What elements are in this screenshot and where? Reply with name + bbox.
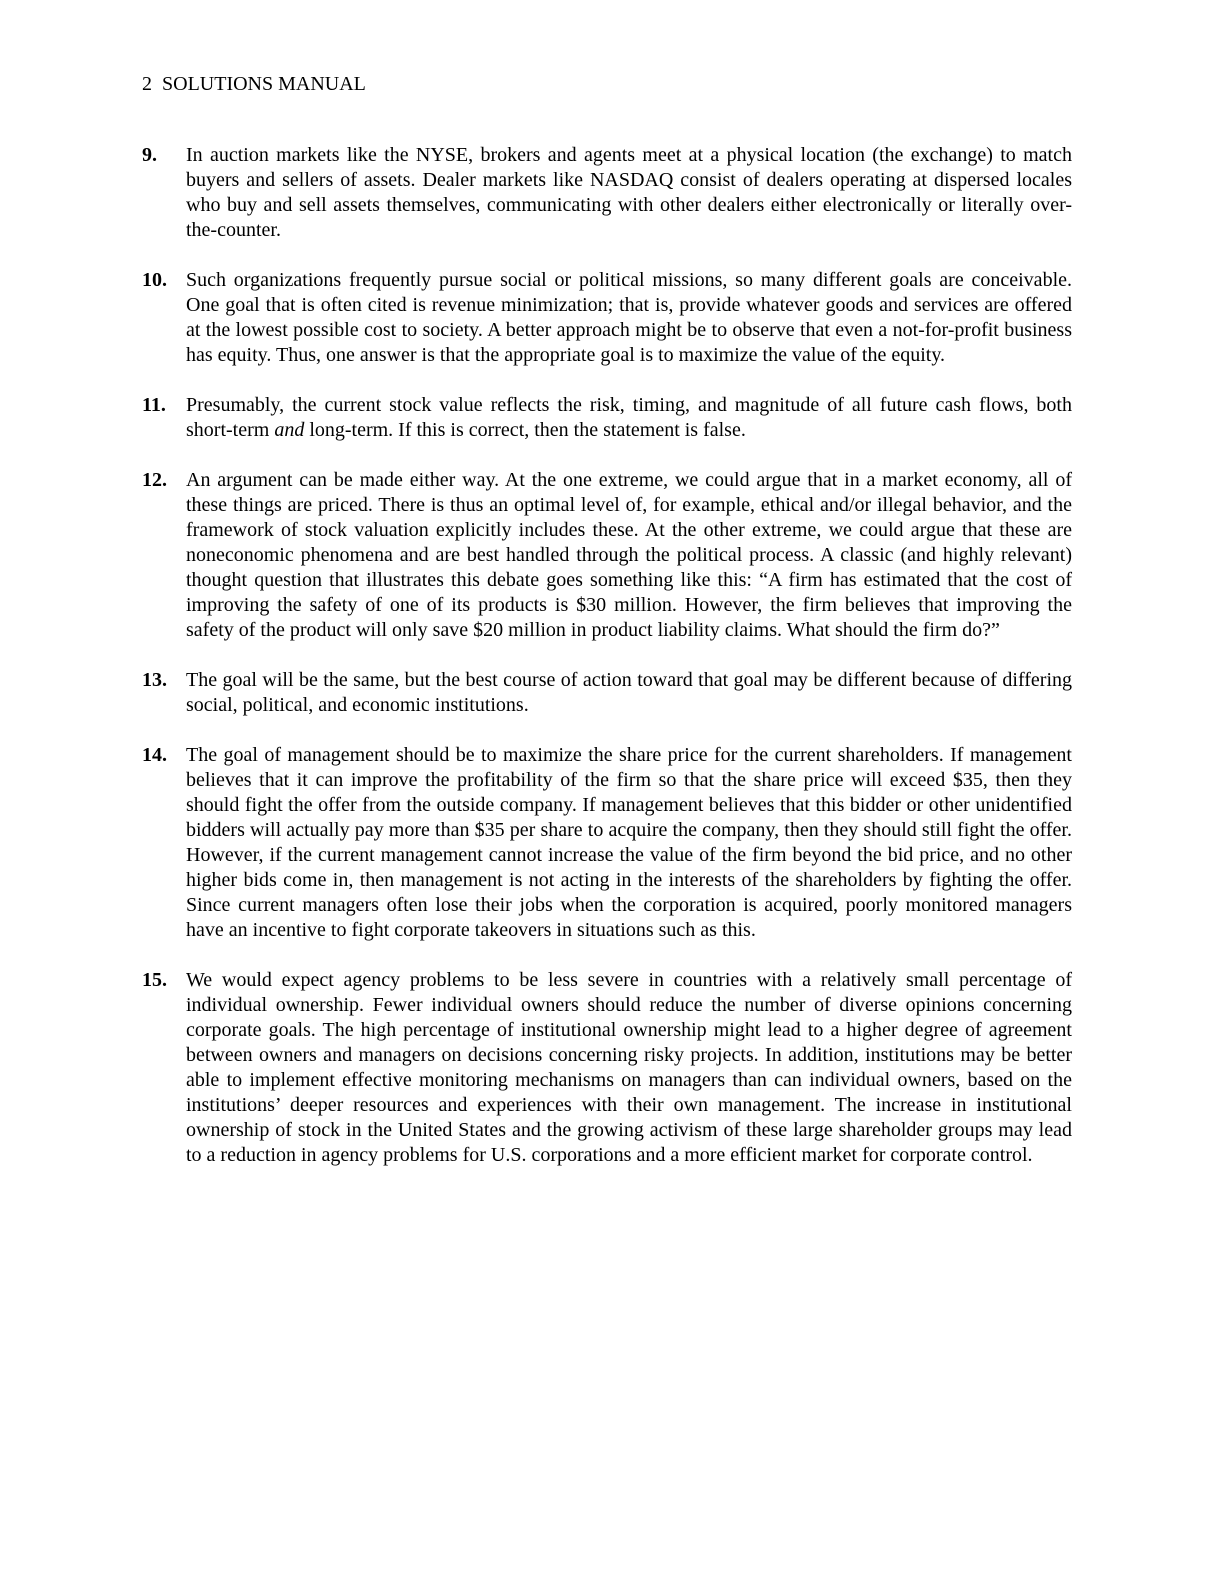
- answer-text: The goal of management should be to maximize the share price for the current shareholders. If management believes that it can improve the profitability of the firm so that the share price will exceed $35, then they should fight the offer from the outside company. If management believes that this bidder or other unidentified bidders will actually pay more than $35 per share to acquire the company, then they should still fight the offer. However, if the current management cannot increase the value of the firm beyond the bid price, and no other higher bids come in, then management is not acting in the interests of the shareholders by fighting the offer. Since current managers often lose their jobs when the corporation is acquired, poorly monitored managers have an incentive to fight corporate takeovers in situations such as this.: [186, 744, 1072, 941]
- answer-item-12: [142, 468, 1072, 643]
- answer-text: In auction markets like the NYSE, brokers and agents meet at a physical location (the exchange) to match buyers and sellers of assets. Dealer markets like NASDAQ consist of dealers operating at dispersed locales who buy and sell assets themselves, communicating with other dealers either electronically or literally over-the-counter.: [186, 144, 1072, 241]
- answer-number: 11.: [142, 394, 166, 416]
- answer-text: Such organizations frequently pursue social or political missions, so many different goals are conceivable. One goal that is often cited is revenue minimization; that is, provide whatever goods and services are offered at the lowest possible cost to society. A better approach might be to observe that even a not-for-profit business has equity. Thus, one answer is that the appropriate goal is to maximize the value of the equity.: [186, 269, 1072, 366]
- emphasized-word: and: [274, 419, 305, 441]
- header-title: SOLUTIONS MANUAL: [162, 73, 366, 95]
- answer-item-13: [142, 668, 1072, 718]
- answer-item-9: [142, 143, 1072, 243]
- answer-item-10: [142, 268, 1072, 368]
- answer-text: An argument can be made either way. At the one extreme, we could argue that in a market economy, all of these things are priced. There is thus an optimal level of, for example, ethical and/or illegal behavior, and the framework of stock valuation explicitly includes these. At the other extreme, we could argue that these are noneconomic phenomena and are best handled through the political process. A classic (and highly relevant) thought question that illustrates this debate goes something like this: “A firm has estimated that the cost of improving the safety of one of its products is $30 million. However, the firm believes that improving the safety of the product will only save $20 million in product liability claims. What should the firm do?”: [186, 469, 1072, 641]
- page-number: 2: [142, 73, 152, 95]
- answer-item-14: [142, 743, 1072, 943]
- answer-text-part: long-term. If this is correct, then the statement is false.: [304, 419, 746, 441]
- answer-list: [142, 143, 1072, 1193]
- answer-number: 14.: [142, 744, 167, 766]
- running-header: [142, 72, 366, 96]
- answer-text-part: Presumably, the current stock value reflects the risk, timing, and magnitude of all future cash flows, both short-term: [186, 394, 1072, 441]
- answer-text: We would expect agency problems to be less severe in countries with a relatively small percentage of individual ownership. Fewer individual owners should reduce the number of diverse opinions concerning corporate goals. The high percentage of institutional ownership might lead to a higher degree of agreement between owners and managers on decisions concerning risky projects. In addition, institutions may be better able to implement effective monitoring mechanisms on managers than can individual owners, based on the institutions’ deeper resources and experiences with their own management. The increase in institutional ownership of stock in the United States and the growing activism of these large shareholder groups may lead to a reduction in agency problems for U.S. corporations and a more efficient market for corporate control.: [186, 969, 1072, 1166]
- answer-number: 10.: [142, 269, 167, 291]
- answer-item-11: [142, 393, 1072, 443]
- answer-number: 13.: [142, 669, 167, 691]
- answer-number: 12.: [142, 469, 167, 491]
- answer-number: 15.: [142, 969, 167, 991]
- answer-number: 9.: [142, 144, 157, 166]
- answer-item-15: [142, 968, 1072, 1168]
- answer-text: [186, 393, 1072, 443]
- answer-text: The goal will be the same, but the best course of action toward that goal may be different because of differing social, political, and economic institutions.: [186, 669, 1072, 716]
